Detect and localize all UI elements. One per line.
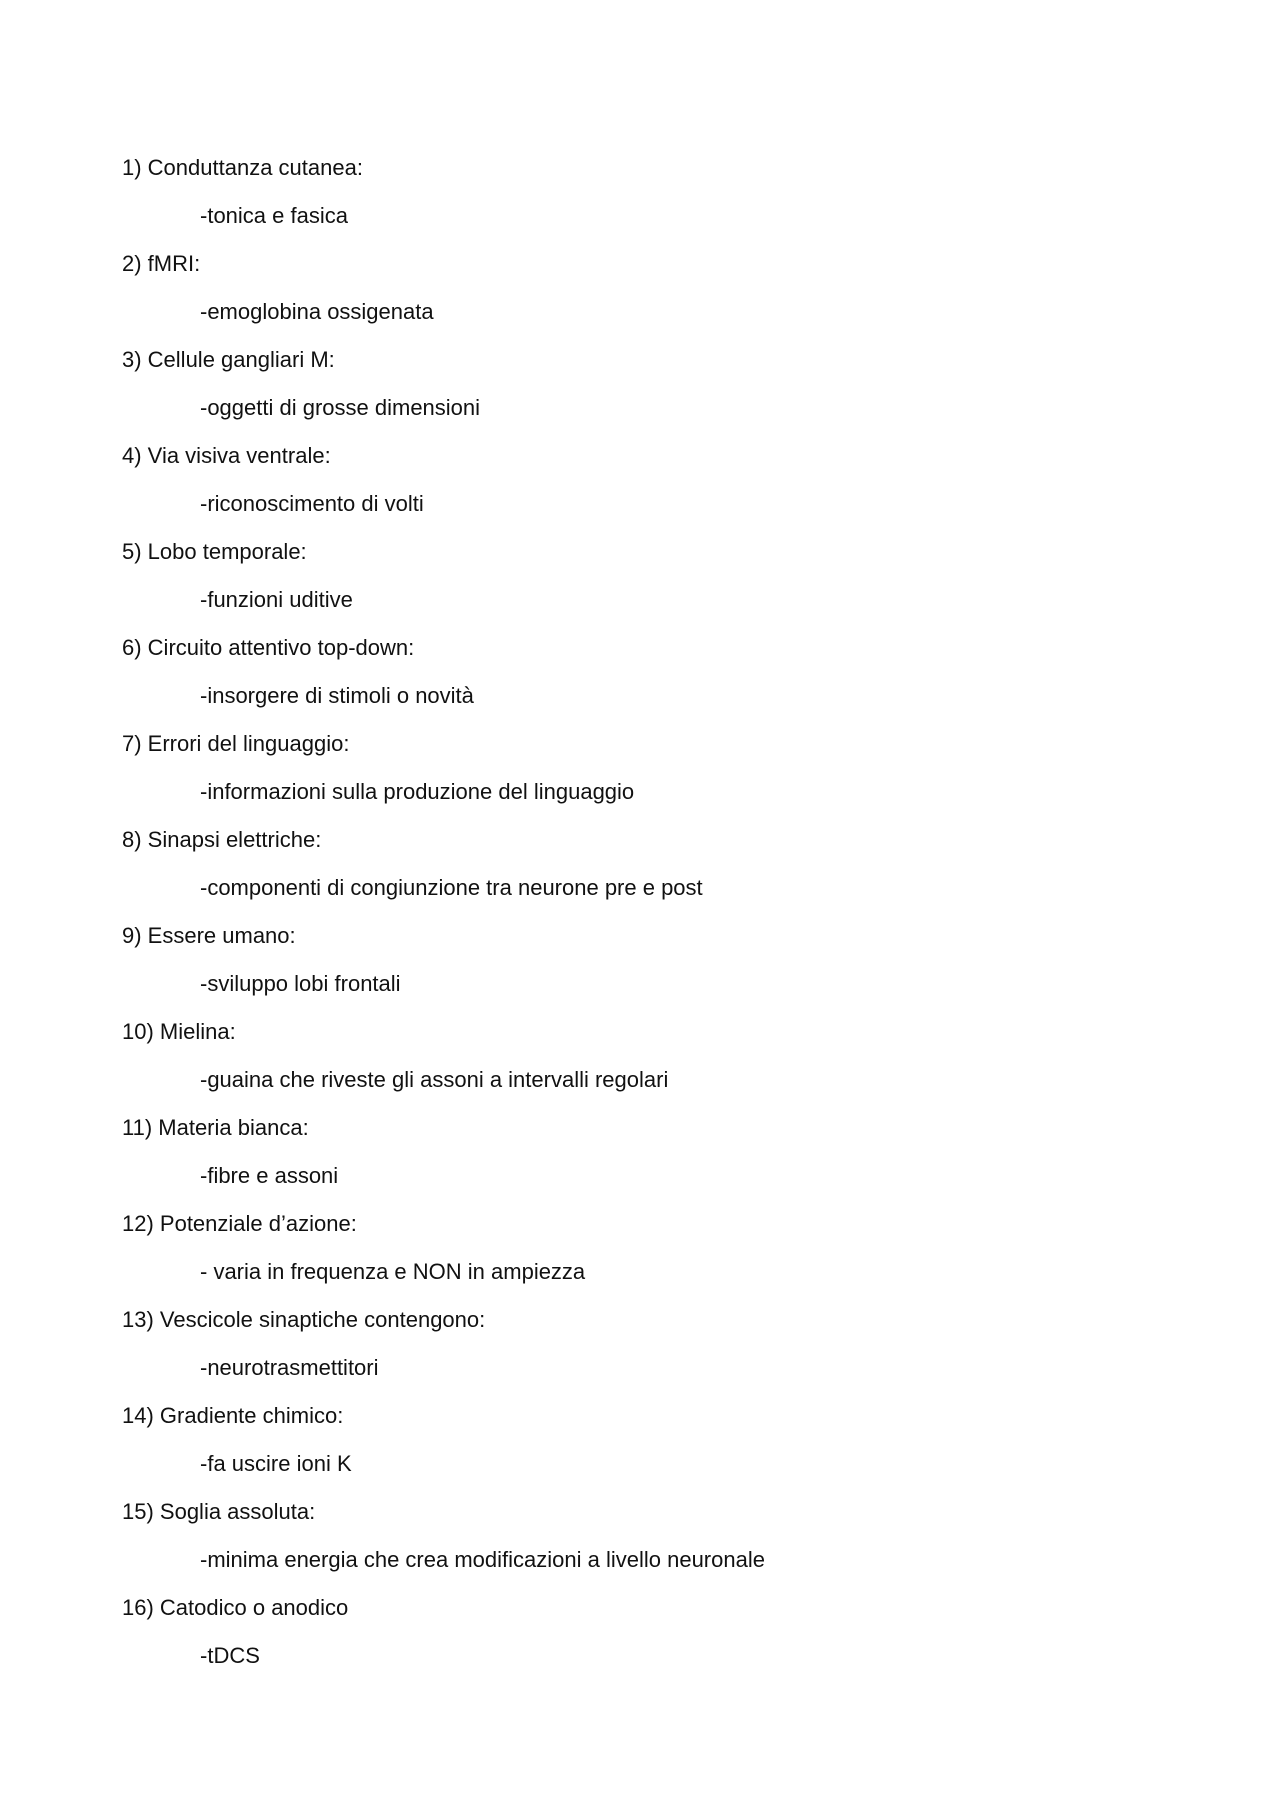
answer-text: -minima energia che crea modificazioni a livello neuronale xyxy=(200,1547,765,1572)
question-text: 2) fMRI: xyxy=(122,251,201,276)
list-item xyxy=(122,1306,1162,1382)
document-content xyxy=(122,154,1162,1690)
question-text: 10) Mielina: xyxy=(122,1019,236,1044)
list-item xyxy=(122,442,1162,518)
question-text: 9) Essere umano: xyxy=(122,923,296,948)
list-item xyxy=(122,730,1162,806)
question-text: 11) Materia bianca: xyxy=(122,1115,309,1140)
list-item xyxy=(122,346,1162,422)
answer-text: -informazioni sulla produzione del linguaggio xyxy=(200,779,635,804)
question-text: 8) Sinapsi elettriche: xyxy=(122,827,322,852)
list-item xyxy=(122,1018,1162,1094)
answer-text: - varia in frequenza e NON in ampiezza xyxy=(200,1259,586,1284)
answer-text: -tDCS xyxy=(200,1643,260,1668)
answer-text: -fa uscire ioni K xyxy=(200,1451,352,1476)
list-item xyxy=(122,1498,1162,1574)
answer-text: -oggetti di grosse dimensioni xyxy=(200,395,481,420)
list-item xyxy=(122,826,1162,902)
list-item xyxy=(122,154,1162,230)
list-item xyxy=(122,1402,1162,1478)
list-item xyxy=(122,1594,1162,1670)
answer-text: -emoglobina ossigenata xyxy=(200,299,434,324)
question-text: 1) Conduttanza cutanea: xyxy=(122,155,363,180)
answer-text: -insorgere di stimoli o novità xyxy=(200,683,474,708)
answer-text: -sviluppo lobi frontali xyxy=(200,971,401,996)
answer-text: -guaina che riveste gli assoni a intervalli regolari xyxy=(200,1067,669,1092)
question-text: 12) Potenziale d’azione: xyxy=(122,1211,357,1236)
list-item xyxy=(122,250,1162,326)
list-item xyxy=(122,922,1162,998)
answer-text: -funzioni uditive xyxy=(200,587,353,612)
question-text: 3) Cellule gangliari M: xyxy=(122,347,335,372)
list-item xyxy=(122,1114,1162,1190)
question-text: 4) Via visiva ventrale: xyxy=(122,443,331,468)
answer-text: -tonica e fasica xyxy=(200,203,348,228)
answer-text: -riconoscimento di volti xyxy=(200,491,424,516)
question-text: 14) Gradiente chimico: xyxy=(122,1403,344,1428)
question-text: 7) Errori del linguaggio: xyxy=(122,731,350,756)
answer-text: -neurotrasmettitori xyxy=(200,1355,379,1380)
question-text: 13) Vescicole sinaptiche contengono: xyxy=(122,1307,486,1332)
list-item xyxy=(122,634,1162,710)
answer-text: -componenti di congiunzione tra neurone pre e post xyxy=(200,875,703,900)
list-item xyxy=(122,1210,1162,1286)
list-item xyxy=(122,538,1162,614)
question-text: 6) Circuito attentivo top-down: xyxy=(122,635,415,660)
question-text: 15) Soglia assoluta: xyxy=(122,1499,316,1524)
answer-text: -fibre e assoni xyxy=(200,1163,339,1188)
question-text: 5) Lobo temporale: xyxy=(122,539,307,564)
question-text: 16) Catodico o anodico xyxy=(122,1595,349,1620)
